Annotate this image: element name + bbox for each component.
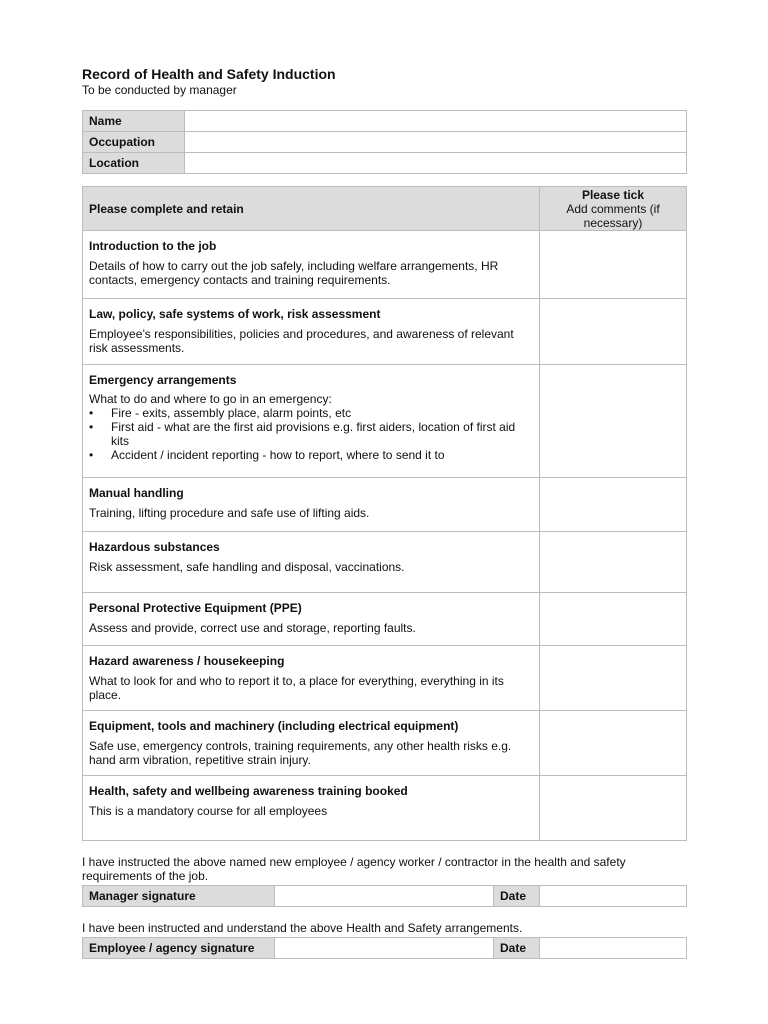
details-row-occupation xyxy=(83,132,687,153)
item-title: Law, policy, safe systems of work, risk assessment xyxy=(89,307,381,321)
employee-date-label: Date xyxy=(494,938,540,959)
item-description: What to look for and who to report it to, a place for everything, everything in its place. xyxy=(89,674,504,702)
item-title: Equipment, tools and machinery (including electrical equipment) xyxy=(89,719,459,733)
tick-comment-cell-hazard-awareness[interactable] xyxy=(540,646,687,711)
checklist-col2-header xyxy=(540,187,687,231)
item-title: Personal Protective Equipment (PPE) xyxy=(89,601,302,615)
tick-comment-cell-training-booked[interactable] xyxy=(540,776,687,841)
details-row-location xyxy=(83,153,687,174)
item-description: Risk assessment, safe handling and disposal, vaccinations. xyxy=(89,560,405,574)
tick-comment-cell-equipment-tools[interactable] xyxy=(540,711,687,776)
add-comments-label: Add comments (if necessary) xyxy=(566,201,660,230)
item-description: Assess and provide, correct use and storage, reporting faults. xyxy=(89,621,416,635)
item-description: Details of how to carry out the job safely, including welfare arrangements, HR contacts, emergency contacts and training requirements. xyxy=(89,259,499,287)
tick-comment-cell-emergency[interactable] xyxy=(540,365,687,478)
employee-signature-table xyxy=(82,937,687,959)
checklist-item-ppe xyxy=(83,593,540,646)
item-description: Training, lifting procedure and safe use of lifting aids. xyxy=(89,506,370,520)
manager-date-label: Date xyxy=(494,886,540,907)
emergency-bullet-list xyxy=(89,406,533,462)
employee-statement: I have been instructed and understand the above Health and Safety arrangements. xyxy=(82,921,523,935)
checklist-item-manual-handling xyxy=(83,478,540,532)
checklist-item-hazard-awareness xyxy=(83,646,540,711)
induction-checklist-table xyxy=(82,186,687,841)
item-title: Emergency arrangements xyxy=(89,373,237,387)
tick-comment-cell-ppe[interactable] xyxy=(540,593,687,646)
manager-signature-label: Manager signature xyxy=(83,886,275,907)
manager-date-field[interactable] xyxy=(540,886,687,907)
tick-comment-cell-hazardous-substances[interactable] xyxy=(540,532,687,593)
bullet-item: • Fire - exits, assembly place, alarm points, etc xyxy=(89,406,533,420)
name-label: Name xyxy=(83,111,185,132)
checklist-item-emergency xyxy=(83,365,540,478)
manager-signature-row xyxy=(83,886,687,907)
checklist-row xyxy=(83,532,687,593)
occupation-field[interactable] xyxy=(185,132,687,153)
checklist-col1-header: Please complete and retain xyxy=(83,187,540,231)
checklist-row xyxy=(83,478,687,532)
checklist-row xyxy=(83,646,687,711)
location-field[interactable] xyxy=(185,153,687,174)
checklist-row xyxy=(83,593,687,646)
checklist-item-hazardous-substances xyxy=(83,532,540,593)
item-title: Manual handling xyxy=(89,486,184,500)
checklist-row xyxy=(83,231,687,299)
tick-comment-cell-manual-handling[interactable] xyxy=(540,478,687,532)
employee-date-field[interactable] xyxy=(540,938,687,959)
checklist-row xyxy=(83,711,687,776)
item-title: Introduction to the job xyxy=(89,239,217,253)
occupation-label: Occupation xyxy=(83,132,185,153)
details-table xyxy=(82,110,687,174)
details-row-name xyxy=(83,111,687,132)
tick-comment-cell-law-policy[interactable] xyxy=(540,299,687,365)
manager-statement: I have instructed the above named new employee / agency worker / contractor in the health and safety requirements of the job. xyxy=(82,855,626,883)
item-description: Safe use, emergency controls, training requirements, any other health risks e.g. hand arm vibration, repetitive strain injury. xyxy=(89,739,512,767)
item-title: Health, safety and wellbeing awareness training booked xyxy=(89,784,408,798)
checklist-row xyxy=(83,299,687,365)
item-description: Employee’s responsibilities, policies and procedures, and awareness of relevant risk assessments. xyxy=(89,327,514,355)
checklist-item-law-policy xyxy=(83,299,540,365)
item-description: This is a mandatory course for all employees xyxy=(89,804,328,818)
checklist-item-training-booked xyxy=(83,776,540,841)
name-field[interactable] xyxy=(185,111,687,132)
checklist-item-equipment-tools xyxy=(83,711,540,776)
location-label: Location xyxy=(83,153,185,174)
employee-signature-label: Employee / agency signature xyxy=(83,938,275,959)
employee-signature-field[interactable] xyxy=(275,938,494,959)
please-tick-label: Please tick xyxy=(581,187,645,202)
page-title: Record of Health and Safety Induction xyxy=(82,66,336,82)
item-description: What to do and where to go in an emergency: xyxy=(89,392,332,406)
bullet-item: • Accident / incident reporting - how to report, where to send it to xyxy=(89,448,533,462)
page-subtitle: To be conducted by manager xyxy=(82,83,237,97)
checklist-row xyxy=(83,365,687,478)
checklist-header-row xyxy=(83,187,687,231)
checklist-item-introduction xyxy=(83,231,540,299)
employee-signature-row xyxy=(83,938,687,959)
item-title: Hazard awareness / housekeeping xyxy=(89,654,285,668)
manager-signature-field[interactable] xyxy=(275,886,494,907)
checklist-row xyxy=(83,776,687,841)
bullet-item: • First aid - what are the first aid provisions e.g. first aiders, location of first aid kits xyxy=(89,420,533,448)
tick-comment-cell-introduction[interactable] xyxy=(540,231,687,299)
item-title: Hazardous substances xyxy=(89,540,220,554)
manager-signature-table xyxy=(82,885,687,907)
